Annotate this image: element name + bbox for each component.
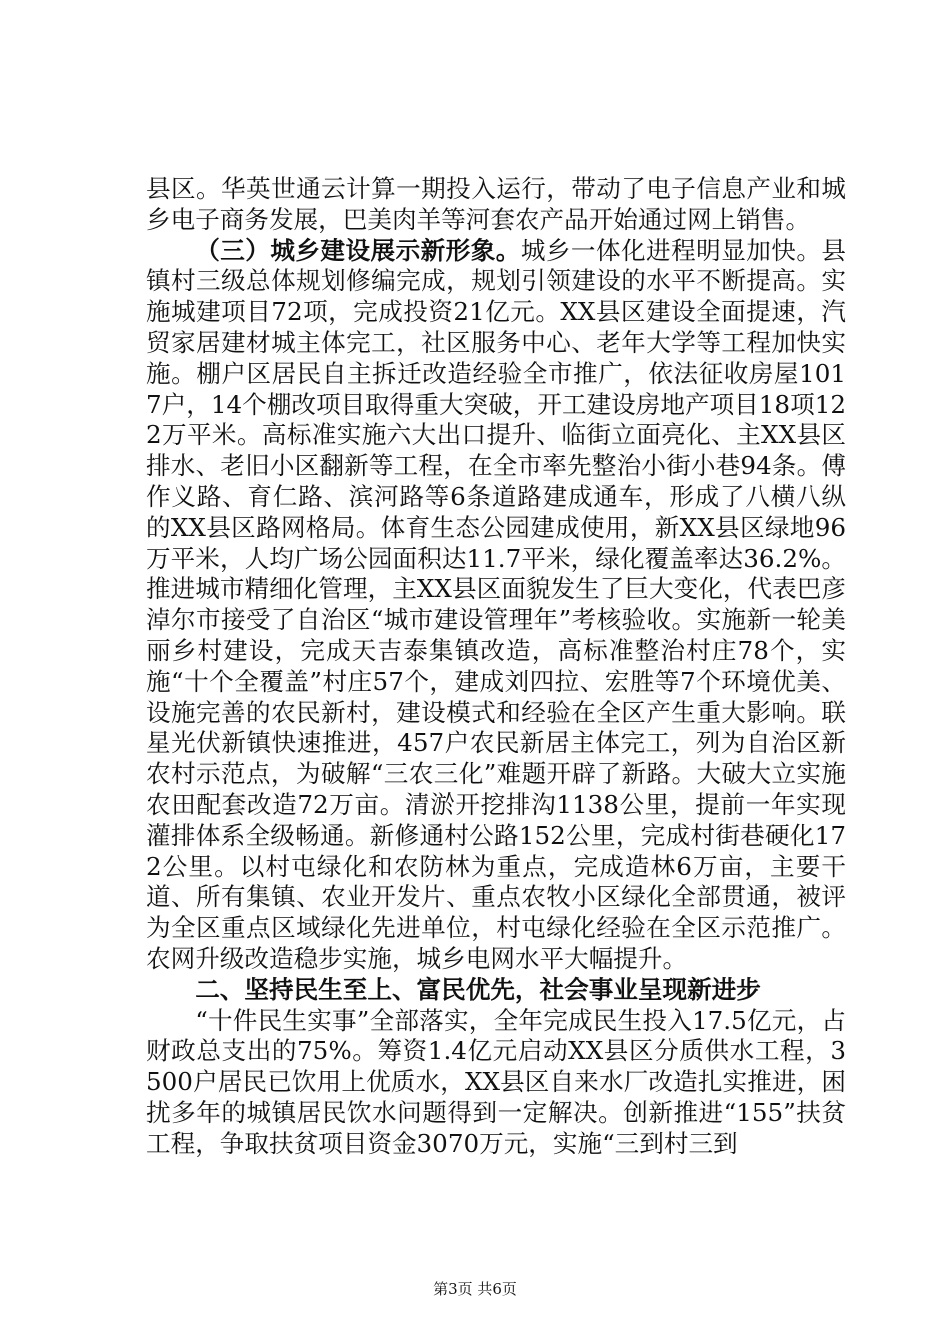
page-footer (0, 1278, 950, 1299)
paragraph-text: “十件民生实事”全部落实，全年完成民生投入17.5亿元，占财政总支出的75%。筹资1.4亿元启动XX县区分质供水工程，3500户居民已饮用上优质水，XX县区自来水厂改造扎实推进，困扰多年的城镇居民饮水问题得到一定解决。创新推进“155”扶贫工程，争取扶贫项目资金3070万元，实施“三到村三到 (146, 1005, 846, 1158)
paragraph-text: 县区。华英世通云计算一期投入运行，带动了电子信息产业和城乡电子商务发展，巴美肉羊等河套农产品开始通过网上销售。 (146, 174, 846, 234)
paragraph-livelihood (146, 1006, 846, 1160)
section-heading (146, 975, 846, 1006)
paragraph-urban-rural-construction (146, 236, 846, 975)
paragraph-continuation (146, 174, 846, 236)
section-subheading: （三）城乡建设展示新形象。 (195, 235, 521, 265)
page-number: 第3页 共6页 (433, 1280, 517, 1298)
section-heading-text: 二、坚持民生至上、富民优先，社会事业呈现新进步 (195, 974, 761, 1004)
paragraph-text: 城乡一体化进程明显加快。县镇村三级总体规划修编完成，规划引领建设的水平不断提高。实施城建项目72项，完成投资21亿元。XX县区建设全面提速，汽贸家居建材城主体完工，社区服务中心、老年大学等工程加快实施。棚户区居民自主拆迁改造经验全市推广，依法征收房屋1017户，14个棚改项目取得重大突破，开工建设房地产项目18项122万平米。高标准实施六大出口提升、临街立面亮化、主XX县区排水、老旧小区翻新等工程，在全市率先整治小街小巷94条。傅作义路、育仁路、滨河路等6条道路建成通车，形成了八横八纵的XX县区路网格局。体育生态公园建成使用，新XX县区绿地96万平米，人均广场公园面积达11.7平米，绿化覆盖率达36.2%。推进城市精细化管理，主XX县区面貌发生了巨大变化，代表巴彦淖尔市接受了自治区“城市建设管理年”考核验收。实施新一轮美丽乡村建设，完成天吉泰集镇改造，高标准整治村庄78个，实施“十个全覆盖”村庄57个，建成刘四拉、宏胜等7个环境优美、设施完善的农民新村，建设模式和经验在全区产生重大影响。联星光伏新镇快速推进，457户农民新居主体完工，列为自治区新农村示范点，为破解“三农三化”难题开辟了新路。大破大立实施农田配套改造72万亩。清淤开挖排沟1138公里，提前一年实现灌排体系全级畅通。新修通村公路152公里，完成村街巷硬化172公里。以村屯绿化和农防林为重点，完成造林6万亩，主要干道、所有集镇、农业开发片、重点农牧小区绿化全部贯通，被评为全区重点区域绿化先进单位，村屯绿化经验在全区示范推广。农网升级改造稳步实施，城乡电网水平大幅提升。 (146, 235, 846, 973)
document-body (146, 174, 846, 1160)
